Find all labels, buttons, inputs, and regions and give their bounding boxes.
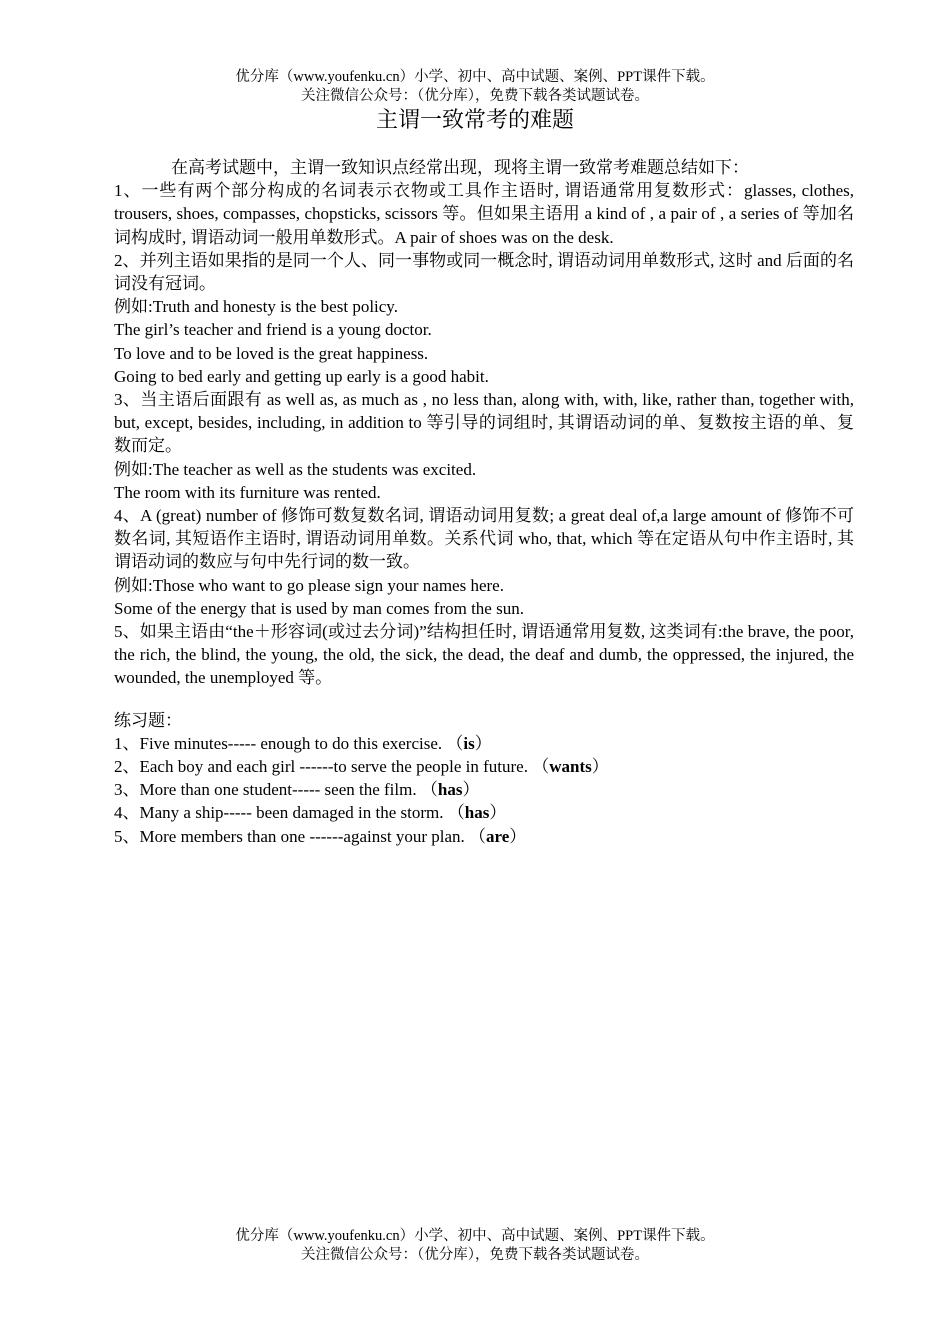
exercise-answer: wants [549,757,592,777]
answer-bracket-close: ） [474,733,492,753]
exercise-item [114,732,854,755]
rule-3-example-2: The room with its furniture was rented. [114,482,381,502]
exercise-question: 2、Each boy and each girl ------to serve the people in future. [114,757,533,777]
rule-5: 5、如果主语由“the＋形容词(或过去分词)”结构担任时, 谓语通常用复数, 这类词有:the brave, the poor, the rich, the blind, the young, the old, the sick, the dead, the deaf and dumb, the oppressed, the injured, the wounded, the unemployed 等。 [114,622,854,688]
rule-4-example-1: 例如:Those who want to go please sign your names here. [114,575,504,595]
page-header [0,68,950,106]
exercises-heading: 练习题： [114,710,182,730]
answer-bracket-open: （ [446,733,464,753]
document-body [114,156,854,848]
exercise-question: 5、More members than one ------against your plan. [114,826,469,846]
header-line-1: 优分库（www.youfenku.cn）小学、初中、高中试题、案例、PPT课件下载。 [235,69,715,85]
answer-bracket-close: ） [591,757,609,777]
rule-4-example-2: Some of the energy that is used by man comes from the sun. [114,598,524,618]
answer-bracket-close: ） [462,780,480,800]
answer-bracket-open: （ [420,780,438,800]
exercise-answer: are [486,826,510,846]
exercise-question: 3、More than one student----- seen the film. [114,780,421,800]
exercise-item [114,825,854,848]
footer-line-1: 优分库（www.youfenku.cn）小学、初中、高中试题、案例、PPT课件下载。 [235,1228,715,1244]
exercise-answer: has [437,780,463,800]
rule-2-example-2: The girl’s teacher and friend is a young doctor. [114,320,432,340]
rule-1: 1、一些有两个部分构成的名词表示衣物或工具作主语时, 谓语通常用复数形式：glasses, clothes, trousers, shoes, compasses, chopsticks, scissors 等。但如果主语用 a kind of , a pair of , a series of 等加名词构成时, 谓语动词一般用单数形式。A pair of shoes was on the desk. [114,181,854,247]
exercise-question: 1、Five minutes----- enough to do this exercise. [114,733,447,753]
page-footer [0,1227,950,1265]
answer-bracket-open: （ [469,826,486,846]
exercise-item [114,778,854,801]
answer-bracket-close: ） [489,803,507,823]
exercise-question: 4、Many a ship----- been damaged in the storm. [114,803,448,823]
rule-2-example-3: To love and to be loved is the great happiness. [114,343,429,363]
header-line-2: 关注微信公众号：（优分库），免费下载各类试题试卷。 [301,88,649,104]
answer-bracket-open: （ [532,757,550,777]
document-title: 主谓一致常考的难题 [375,107,574,132]
footer-line-2: 关注微信公众号：（优分库），免费下载各类试题试卷。 [301,1247,649,1263]
rule-4: 4、A (great) number of 修饰可数复数名词, 谓语动词用复数; a great deal of,a large amount of 修饰不可数名词, 其短语作主语时, 谓语动词用单数。关系代词 who, that, which 等在定语从句中作主语时, 其谓语动词的数应与句中先行词的数一致。 [114,506,854,572]
answer-bracket-open: （ [447,803,465,823]
rule-2-example-4: Going to bed early and getting up early is a good habit. [114,366,489,386]
rule-3: 3、当主语后面跟有 as well as, as much as , no less than, along with, with, like, rather than, together with, but, except, besides, including, in addition to 等引导的词组时, 其谓语动词的单、复数按主语的单、复数而定。 [114,390,854,456]
answer-bracket-close: ） [509,826,527,846]
section-spacer [114,690,854,709]
intro-paragraph: 在高考试题中，主谓一致知识点经常出现，现将主谓一致常考难题总结如下： [171,158,749,177]
exercise-item [114,755,854,778]
exercise-item [114,801,854,824]
rule-2-example-1: 例如:Truth and honesty is the best policy. [114,297,398,317]
rule-2: 2、并列主语如果指的是同一个人、同一事物或同一概念时, 谓语动词用单数形式, 这时 and 后面的名词没有冠词。 [114,250,854,294]
exercise-answer: has [464,803,490,823]
rule-3-example-1: 例如:The teacher as well as the students was excited. [114,459,477,479]
exercise-answer: is [463,733,475,753]
